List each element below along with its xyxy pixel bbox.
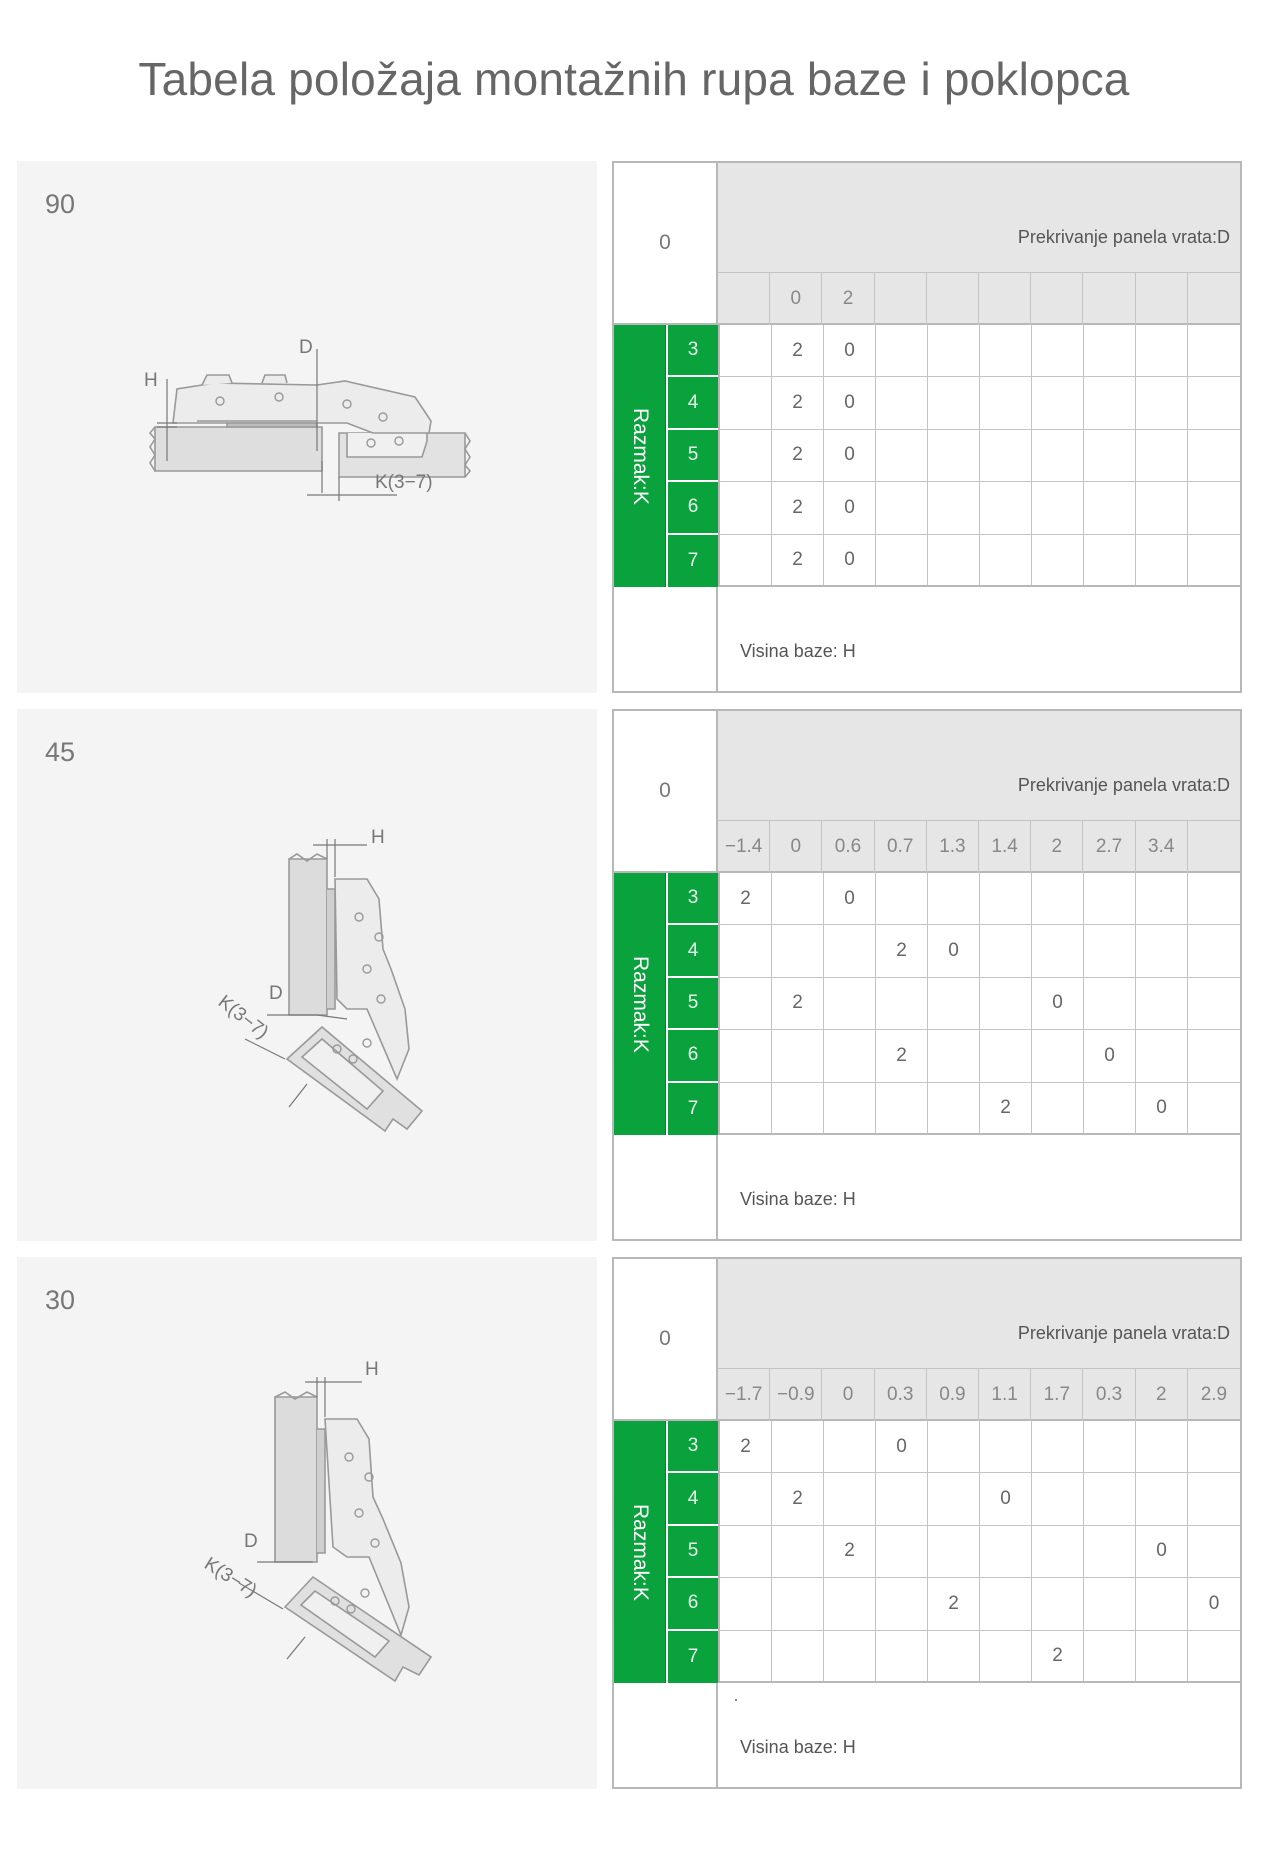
table-cell (1188, 430, 1240, 481)
table-cell: 0 (1208, 1592, 1220, 1614)
table-cell (1136, 1030, 1188, 1081)
table-row (720, 873, 1240, 925)
d-value: 0.3 (1083, 1369, 1135, 1421)
table-row (720, 1083, 1240, 1135)
k-value: 7 (666, 1631, 718, 1683)
table-cell (1084, 430, 1136, 481)
table-row (720, 925, 1240, 977)
table-row (720, 1578, 1240, 1630)
k-value: 7 (666, 1083, 718, 1135)
table-cell (1136, 482, 1188, 533)
d-value: 0.7 (875, 821, 927, 873)
table-cell (1032, 1421, 1084, 1472)
hinge-diagram-30 (17, 1257, 597, 1789)
table-cell (772, 1631, 824, 1681)
d-value (1031, 273, 1083, 325)
table-cell (824, 1631, 876, 1681)
mounting-table (612, 1257, 1242, 1789)
table-row (720, 377, 1240, 429)
table-cell: 2 (824, 1526, 876, 1577)
table-row (720, 1473, 1240, 1525)
d-value: −1.7 (718, 1369, 770, 1421)
k-dim-label: K(3−7) (213, 991, 273, 1044)
table-cell (720, 1526, 772, 1577)
k-value: 6 (666, 482, 718, 534)
k-values-column (666, 1421, 718, 1683)
footer-left-cell (614, 1683, 718, 1787)
table-cell: 0 (824, 535, 876, 585)
table-cell (1084, 978, 1136, 1029)
table-cell (1188, 535, 1240, 585)
d-header (718, 1259, 1240, 1369)
table-row (720, 325, 1240, 377)
value-grid (718, 873, 1240, 1135)
table-cell (1136, 430, 1188, 481)
h-axis-label: Visina baze: H (740, 1189, 856, 1209)
table-cell (720, 1030, 772, 1081)
k-value: 3 (666, 325, 718, 377)
table-cell (824, 1473, 876, 1524)
d-value: 0.6 (822, 821, 874, 873)
d-axis-label: Prekrivanje panela vrata:D (1017, 1323, 1230, 1343)
table-cell: 0 (1032, 978, 1084, 1029)
section-90 (0, 161, 1268, 693)
table-cell (1084, 1526, 1136, 1577)
d-value: 1.1 (979, 1369, 1031, 1421)
k-axis-band (614, 873, 666, 1135)
k-values-column (666, 873, 718, 1135)
k-dim-label: K(3−7) (200, 1553, 261, 1602)
d-value (1188, 273, 1240, 325)
k-axis-band (614, 325, 666, 587)
table-cell (720, 1083, 772, 1133)
table-cell (928, 978, 980, 1029)
d-axis-label: Prekrivanje panela vrata:D (1017, 775, 1230, 795)
d-value: 2.7 (1083, 821, 1135, 873)
k-value: 4 (666, 925, 718, 977)
corner-cell: 0 (614, 163, 718, 325)
table-cell (928, 1526, 980, 1577)
table-cell: 0 (824, 325, 876, 376)
d-value (927, 273, 979, 325)
d-value: 0.3 (875, 1369, 927, 1421)
k-value: 5 (666, 1526, 718, 1578)
table-cell: 2 (876, 925, 928, 976)
angle-label: 30 (45, 1285, 76, 1315)
k-value: 3 (666, 873, 718, 925)
table-cell: 2 (720, 873, 772, 924)
table-row (720, 978, 1240, 1030)
value-grid (718, 325, 1240, 587)
table-cell: 2 (772, 482, 824, 533)
d-value: 1.3 (927, 821, 979, 873)
table-cell: 2 (772, 430, 824, 481)
table-cell (980, 377, 1032, 428)
table-cell (772, 873, 824, 924)
table-cell (1032, 1578, 1084, 1629)
angle-label: 45 (45, 737, 76, 767)
k-axis-label: Razmak:K (629, 407, 652, 505)
k-values-column (666, 325, 718, 587)
table-row (720, 430, 1240, 482)
table-cell (720, 1473, 772, 1524)
d-dim-label: D (269, 983, 283, 1004)
table-cell (1084, 377, 1136, 428)
table-cell (876, 1631, 928, 1681)
table-cell (1136, 1473, 1188, 1524)
table-cell: 2 (876, 1030, 928, 1081)
table-cell: 2 (720, 1421, 772, 1472)
table-cell (824, 1083, 876, 1133)
table-cell: 2 (772, 535, 824, 585)
table-cell (1136, 978, 1188, 1029)
table-cell (1136, 325, 1188, 376)
mounting-table (612, 161, 1242, 693)
table-cell (1084, 325, 1136, 376)
table-cell (876, 978, 928, 1029)
table-cell: 0 (1136, 1526, 1188, 1577)
d-header (718, 711, 1240, 821)
table-cell (1032, 925, 1084, 976)
d-axis-label: Prekrivanje panela vrata:D (1017, 227, 1230, 247)
footer-left-cell (614, 1135, 718, 1239)
d-value: −1.4 (718, 821, 770, 873)
table-cell (1188, 1083, 1240, 1133)
table-cell: 2 (1032, 1631, 1084, 1681)
table-cell (1188, 377, 1240, 428)
table-cell (876, 1473, 928, 1524)
corner-cell: 0 (614, 1259, 718, 1421)
table-cell (1136, 1578, 1188, 1629)
k-value: 5 (666, 430, 718, 482)
table-row (720, 1526, 1240, 1578)
table-row (720, 482, 1240, 534)
d-value: 1.7 (1031, 1369, 1083, 1421)
table-cell: 0 (824, 377, 876, 428)
table-row (720, 1030, 1240, 1082)
k-axis-band (614, 1421, 666, 1683)
k-value: 5 (666, 978, 718, 1030)
footer-left-cell (614, 587, 718, 691)
table-cell (824, 1030, 876, 1081)
table-cell (824, 978, 876, 1029)
d-value (718, 273, 770, 325)
table-cell (1188, 1526, 1240, 1577)
table-cell (824, 1421, 876, 1472)
d-values-row (718, 821, 1240, 873)
table-cell (928, 1030, 980, 1081)
d-value: 1.4 (979, 821, 1031, 873)
table-cell: 0 (876, 1421, 928, 1472)
table-cell (1084, 482, 1136, 533)
hinge-diagram-panel (17, 709, 597, 1241)
table-cell: 2 (772, 377, 824, 428)
d-value: 0 (770, 821, 822, 873)
table-cell (980, 1526, 1032, 1577)
table-cell (928, 1473, 980, 1524)
table-cell (1084, 1083, 1136, 1133)
h-dim-label: H (365, 1359, 379, 1380)
d-value (1188, 821, 1240, 873)
table-cell (720, 1578, 772, 1629)
table-cell (720, 535, 772, 585)
table-cell: 2 (772, 1473, 824, 1524)
table-cell (1136, 535, 1188, 585)
table-cell (1032, 430, 1084, 481)
table-cell (928, 1631, 980, 1681)
table-cell (876, 325, 928, 376)
table-cell (1032, 1526, 1084, 1577)
section-30 (0, 1257, 1268, 1789)
table-cell (772, 925, 824, 976)
table-cell (824, 1578, 876, 1629)
hinge-diagram-panel (17, 1257, 597, 1789)
table-cell (1084, 1578, 1136, 1629)
table-cell (720, 430, 772, 481)
table-cell (1188, 1030, 1240, 1081)
table-cell (876, 1526, 928, 1577)
table-cell: 0 (1084, 1030, 1136, 1081)
table-cell (1188, 873, 1240, 924)
table-cell (772, 1083, 824, 1133)
section-45 (0, 709, 1268, 1241)
table-cell (980, 1421, 1032, 1472)
table-cell (1188, 482, 1240, 533)
h-dim-label: H (371, 827, 385, 848)
k-value: 3 (666, 1421, 718, 1473)
k-axis-label: Razmak:K (629, 955, 652, 1053)
table-cell (1188, 925, 1240, 976)
table-cell (980, 978, 1032, 1029)
table-cell (928, 535, 980, 585)
stray-dot (735, 1699, 737, 1701)
table-row (720, 1421, 1240, 1473)
d-value (875, 273, 927, 325)
k-value: 4 (666, 1473, 718, 1525)
d-value: 0 (822, 1369, 874, 1421)
table-cell (772, 1526, 824, 1577)
table-cell (720, 925, 772, 976)
table-cell (720, 978, 772, 1029)
angle-label: 90 (45, 189, 76, 219)
d-value: 3.4 (1136, 821, 1188, 873)
d-value: 2 (1136, 1369, 1188, 1421)
table-cell (876, 377, 928, 428)
hinge-diagram-90 (17, 161, 597, 693)
d-value: −0.9 (770, 1369, 822, 1421)
table-cell (720, 325, 772, 376)
table-cell (1032, 535, 1084, 585)
table-cell (1032, 377, 1084, 428)
d-value: 2 (822, 273, 874, 325)
h-axis-label: Visina baze: H (740, 1737, 856, 1757)
k-value: 7 (666, 535, 718, 587)
table-cell (876, 430, 928, 481)
table-cell (1136, 1631, 1188, 1681)
table-cell: 0 (1136, 1083, 1188, 1133)
table-cell (928, 1421, 980, 1472)
table-row (720, 535, 1240, 587)
table-cell (1032, 325, 1084, 376)
d-value: 2 (1031, 821, 1083, 873)
table-cell: 2 (928, 1578, 980, 1629)
page-title: Tabela položaja montažnih rupa baze i poklopca (138, 53, 1130, 105)
table-cell (980, 1631, 1032, 1681)
table-cell: 0 (980, 1473, 1032, 1524)
hinge-diagram-panel (17, 161, 597, 693)
table-cell (980, 325, 1032, 376)
table-cell (772, 1030, 824, 1081)
table-cell (928, 430, 980, 481)
mounting-table (612, 709, 1242, 1241)
table-row (720, 1631, 1240, 1683)
d-value: 0.9 (927, 1369, 979, 1421)
table-cell (1084, 1631, 1136, 1681)
table-cell (928, 873, 980, 924)
table-cell (1136, 873, 1188, 924)
table-cell (876, 1578, 928, 1629)
d-values-row (718, 1369, 1240, 1421)
table-cell (980, 535, 1032, 585)
k-axis-label: Razmak:K (629, 1503, 652, 1601)
table-cell (1188, 1421, 1240, 1472)
table-cell (1188, 325, 1240, 376)
k-value: 6 (666, 1030, 718, 1082)
d-value (1136, 273, 1188, 325)
table-cell (928, 325, 980, 376)
d-header (718, 163, 1240, 273)
table-cell (720, 377, 772, 428)
table-cell (1188, 978, 1240, 1029)
table-cell (772, 1421, 824, 1472)
table-cell: 0 (824, 430, 876, 481)
d-dim-label: D (244, 1531, 258, 1552)
d-value: 0 (770, 273, 822, 325)
k-value: 4 (666, 377, 718, 429)
table-cell (1032, 1030, 1084, 1081)
h-dim-label: H (144, 370, 158, 391)
table-cell (876, 535, 928, 585)
hinge-diagram-45 (17, 709, 597, 1241)
d-value (979, 273, 1031, 325)
table-cell (1136, 1421, 1188, 1472)
table-cell: 0 (824, 482, 876, 533)
table-cell (772, 1578, 824, 1629)
d-value: 2.9 (1200, 1384, 1228, 1405)
table-cell (1032, 482, 1084, 533)
table-cell (1084, 1473, 1136, 1524)
k-value: 6 (666, 1578, 718, 1630)
table-cell (928, 377, 980, 428)
table-cell (1084, 873, 1136, 924)
table-cell (1032, 1473, 1084, 1524)
table-cell (720, 482, 772, 533)
table-cell: 2 (772, 325, 824, 376)
value-grid (718, 1421, 1240, 1683)
table-cell (1032, 1083, 1084, 1133)
table-cell (876, 1083, 928, 1133)
table-cell (980, 925, 1032, 976)
table-cell (1084, 1421, 1136, 1472)
table-cell: 0 (824, 873, 876, 924)
table-cell (824, 925, 876, 976)
table-cell (980, 873, 1032, 924)
table-cell (1084, 925, 1136, 976)
table-cell (1136, 377, 1188, 428)
table-cell (876, 873, 928, 924)
table-cell (876, 482, 928, 533)
table-cell: 0 (928, 925, 980, 976)
table-cell (928, 482, 980, 533)
table-cell (1084, 535, 1136, 585)
h-axis-label: Visina baze: H (740, 641, 856, 661)
table-cell (980, 1030, 1032, 1081)
table-cell (928, 1083, 980, 1133)
d-value (1083, 273, 1135, 325)
d-values-row (718, 273, 1240, 325)
table-cell: 2 (980, 1083, 1032, 1133)
table-cell (1136, 925, 1188, 976)
table-cell (1188, 1631, 1240, 1681)
table-cell (1188, 1473, 1240, 1524)
corner-cell: 0 (614, 711, 718, 873)
d-dim-label: D (299, 337, 313, 358)
table-cell (1032, 873, 1084, 924)
table-cell (980, 430, 1032, 481)
table-cell (720, 1631, 772, 1681)
k-dim-label: K(3−7) (375, 472, 433, 493)
table-cell: 2 (772, 978, 824, 1029)
table-cell (980, 482, 1032, 533)
table-cell (980, 1578, 1032, 1629)
